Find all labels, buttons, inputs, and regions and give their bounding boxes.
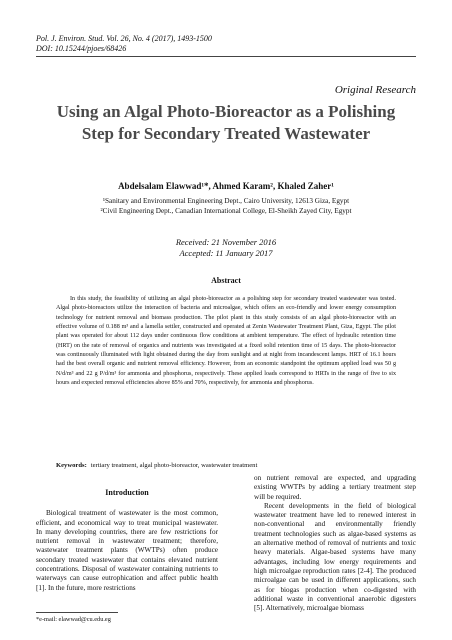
paper-title: [36, 101, 416, 145]
title-line-2: Step for Secondary Treated Wastewater: [81, 124, 371, 143]
abstract-body: [56, 295, 396, 388]
article-type: Original Research: [334, 84, 416, 96]
affiliation-2: ²Civil Engineering Dept., Canadian International College, El-Sheikh Zayed City, Egypt: [100, 207, 352, 215]
journal-citation: Pol. J. Environ. Stud. Vol. 26, No. 4 (2017), 1493-1500: [36, 34, 212, 43]
dates: [36, 237, 416, 259]
introduction-heading: Introduction: [105, 488, 149, 497]
accepted-date: Accepted: 11 January 2017: [179, 248, 273, 258]
doi[interactable]: DOI: 10.15244/pjoes/68426: [36, 44, 127, 53]
right-column: [254, 474, 416, 613]
corresponding-email[interactable]: *e-mail: elawwad@cu.edu.eg: [36, 616, 111, 623]
authors: Abdelsalam Elawwad¹*, Ahmed Karam², Khaled Zaher¹: [118, 181, 334, 191]
keywords-text: tertiary treatment, algal photo-bioreactor, wastewater treatment: [90, 462, 258, 469]
keywords: [56, 462, 396, 469]
header-rule: [36, 56, 416, 57]
affiliation-1: ¹Sanitary and Environmental Engineering Dept., Cairo University, 12613 Giza, Egypt: [102, 197, 350, 205]
left-column: [36, 488, 218, 593]
footnote-rule: [36, 612, 118, 613]
received-date: Received: 21 November 2016: [175, 237, 277, 247]
abstract-text: In this study, the feasibility of utilizing an algal photo-bioreactor as a polishing step for secondary treated wastewater was tested. Algal photo-bioreactors utilize the interaction of bacteria and microalgae, which offers an eco-friendly and lower energy consumption technology for nutrient removal and biomass production. The pilot plant in this study consists of an algal photo-bioreactor with an effective volume of 0.188 m³ and a lamella settler, constructed and operated at Zenin Wastewater Treatment Plant, Giza, Egypt. The pilot plant was operated for about 112 days under continuous flow conditions at ambient temperature. The effect of hydraulic retention time (HRT) on the rate of removal of organics and nutrients was investigated at a fixed solid retention time of 15 days. The photo-bioreactor was continuously illuminated with light obtained during the day from sunlight and at night from incandescent lamps. HRT of 16.1 hours had the best overall organic and nutrient removal efficiency. However, from an economic standpoint the optimum applied load was 50 g N/d/m³ and 22 g P/d/m³ for ammonia and phosphorus, respectively. These applied loads correspond to HRTs in the range of five to six hours and expected removal efficiencies above 85% and 70%, respectively, for ammonia and phosphorus.: [56, 296, 396, 387]
intro-paragraph-right-2: Recent developments in the field of biological wastewater treatment have led to renewed interest in non-conventional and environmentally friendly treatment technologies such as algae-based systems as an alternative method of removal of nutrients and toxic heavy materials. Algae-based systems have many advantages, including low energy requirements and high microalgae reproduction rates [2-4]. The produced microalgae can be used in different applications, such as for biogas production when co-digested with additional waste in conventional anaerobic digesters [5]. Alternatively, microalgae biomass: [254, 501, 416, 613]
intro-paragraph-left: Biological treatment of wastewater is the most common, efficient, and economical way to treat municipal wastewater. In many developing countries, there are few restrictions for nutrient removal in wastewater treatment; therefore, wastewater treatment plants (WWTPs) often produce secondary treated wastewater that contains elevated nutrient concentrations. Disposal of wastewater containing nutrients to waterways can cause eutrophication and affect public health [1]. In the future, more restrictions: [36, 509, 218, 592]
title-line-1: Using an Algal Photo-Bioreactor as a Polishing: [56, 102, 396, 121]
intro-paragraph-right-1: on nutrient removal are expected, and upgrading existing WWTPs by adding a tertiary treatment step will be required.: [254, 474, 416, 501]
keywords-label: Keywords:: [56, 462, 87, 469]
abstract-heading: Abstract: [211, 276, 241, 285]
